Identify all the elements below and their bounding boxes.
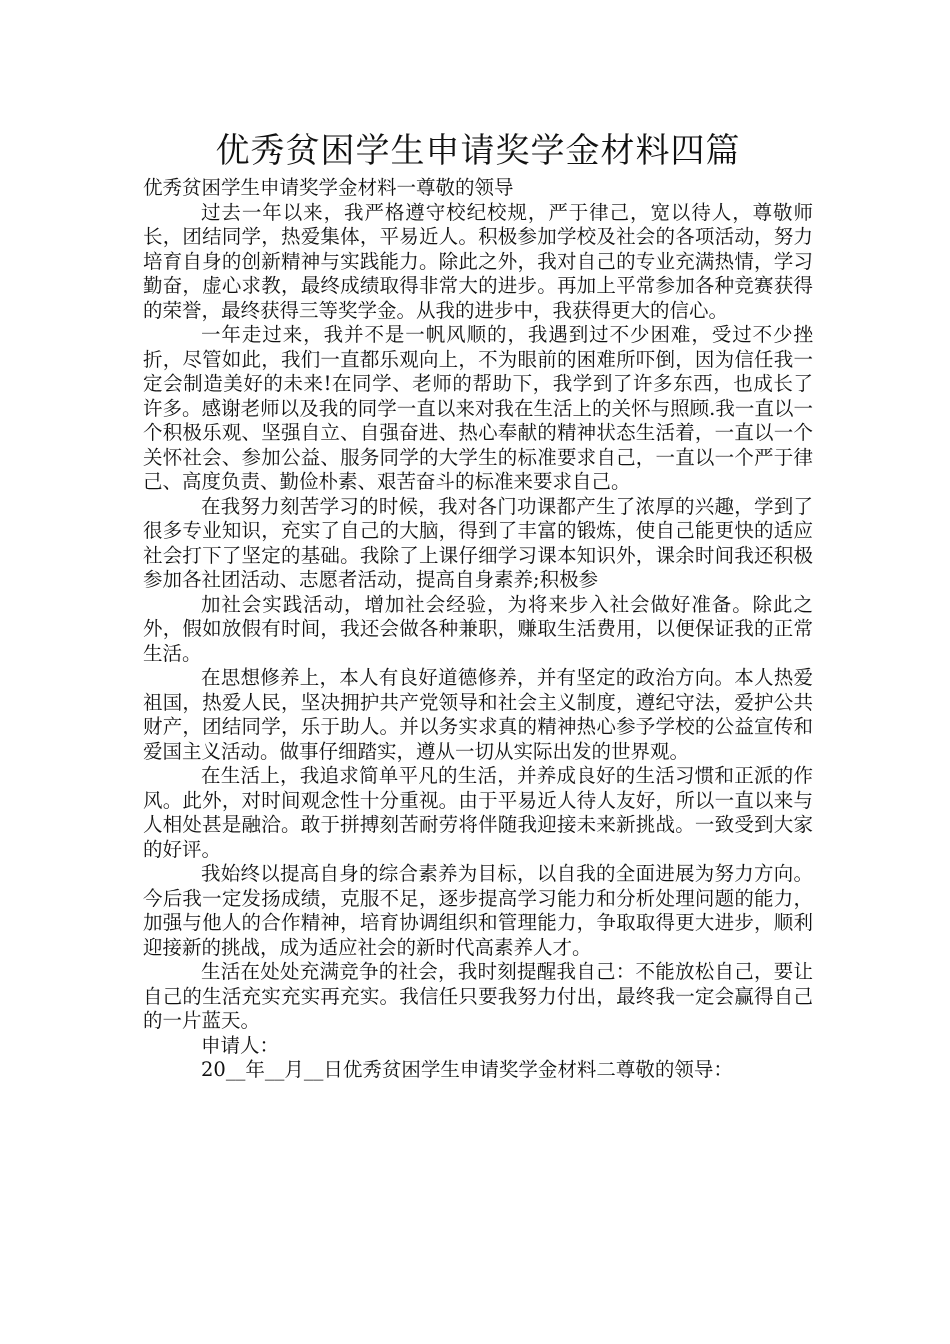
paragraph-1: 过去一年以来，我严格遵守校纪校规，严于律己，宽以待人，尊敬师长，团结同学，热爱集体，平易近人。积极参加学校及社会的各项活动，努力培育自身的创新精神与实践能力。除此之外，我对自己的专业充满热情，学习勤奋，虚心求教，最终成绩取得非常大的进步。再加上平常参加各种竞赛获得的荣誉，最终获得三等奖学金。从我的进步中，我获得更大的信心。: [143, 200, 813, 322]
paragraph-2: 一年走过来，我并不是一帆风顺的，我遇到过不少困难，受过不少挫折，尽管如此，我们一直都乐观向上，不为眼前的困难所吓倒，因为信任我一定会制造美好的未来!在同学、老师的帮助下，我学到了许多东西，也成长了许多。感谢老师以及我的同学一直以来对我在生活上的关怀与照顾.我一直以一个积极乐观、坚强自立、自强奋进、热心奉献的精神状态生活着，一直以一个关怀社会、参加公益、服务同学的大学生的标准要求自己，一直以一个严于律己、高度负责、勤俭朴素、艰苦奋斗的标准来要求自己。: [143, 323, 813, 493]
section-heading: 优秀贫困学生申请奖学金材料一尊敬的领导: [143, 176, 514, 199]
paragraph-6: 在生活上，我追求简单平凡的生活，并养成良好的生活习惯和正派的作风。此外，对时间观念性十分重视。由于平易近人待人友好，所以一直以来与人相处甚是融洽。敢于拼搏刻苦耐劳将伴随我迎接未来新挑战。一致受到大家的好评。: [143, 764, 813, 861]
paragraph-7: 我始终以提高自身的综合素养为目标，以自我的全面进展为努力方向。今后我一定发扬成绩，克服不足，逐步提高学习能力和分析处理问题的能力，加强与他人的合作精神，培育协调组织和管理能力，争取取得更大进步，顺利迎接新的挑战，成为适应社会的新时代高素养人才。: [143, 862, 813, 959]
paragraph-4: 加社会实践活动，增加社会经验，为将来步入社会做好准备。除此之外，假如放假有时间，我还会做各种兼职，赚取生活费用，以便保证我的正常生活。: [143, 592, 813, 665]
paragraph-5: 在思想修养上，本人有良好道德修养，并有坚定的政治方向。本人热爱祖国，热爱人民，坚决拥护共产党领导和社会主义制度，遵纪守法，爱护公共财产，团结同学，乐于助人。并以务实求真的精神热心参予学校的公益宣传和爱国主义活动。做事仔细踏实，遵从一切从实际出发的世界观。: [143, 666, 813, 763]
date-line: 20__年__月__日优秀贫困学生申请奖学金材料二尊敬的领导：: [201, 1058, 733, 1081]
paragraph-8: 生活在处处充满竞争的社会，我时刻提醒我自己：不能放松自己，要让自己的生活充实充实再充实。我信任只要我努力付出，最终我一定会赢得自己的一片蓝天。: [143, 960, 813, 1032]
document-title: 优秀贫困学生申请奖学金材料四篇: [215, 131, 741, 171]
applicant-line: 申请人：: [201, 1033, 280, 1057]
paragraph-3: 在我努力刻苦学习的时候，我对各门功课都产生了浓厚的兴趣，学到了很多专业知识，充实了自己的大脑，得到了丰富的锻炼，使自己能更快的适应社会打下了坚定的基础。我除了上课仔细学习课本知识外，课余时间我还积极参加各社团活动、志愿者活动，提高自身素养;积极参: [143, 494, 813, 591]
document-page: [143, 126, 813, 1083]
